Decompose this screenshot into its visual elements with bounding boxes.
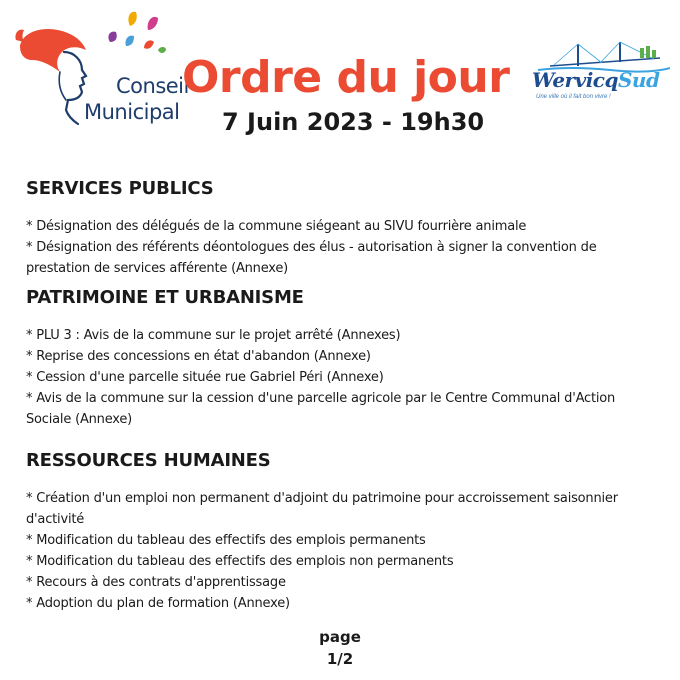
agenda-item: * Recours à des contrats d'apprentissage <box>26 575 286 590</box>
agenda-item: * Avis de la commune sur la cession d'une parcelle agricole par le Centre Communal d'Action Sociale (Annexe) <box>26 391 616 427</box>
logo-text-sud: Sud <box>617 68 660 92</box>
section-title: PATRIMOINE ET URBANISME <box>26 287 304 308</box>
agenda-item: * Désignation des référents déontologues des élus - autorisation à signer la convention de prestation de services afférente (Annexe) <box>26 240 597 276</box>
agenda-list <box>26 216 646 279</box>
agenda-item: * PLU 3 : Avis de la commune sur le projet arrêté (Annexes) <box>26 328 401 343</box>
agenda-item: * Modification du tableau des effectifs des emplois non permanents <box>26 554 454 569</box>
agenda-item: * Désignation des délégués de la commune siégeant au SIVU fourrière animale <box>26 219 527 234</box>
meeting-date: 7 Juin 2023 - 19h30 <box>222 108 485 136</box>
page-number: 1/2 <box>326 650 354 668</box>
conseil-municipal-logo <box>12 6 189 134</box>
logo-text-wervicq: Wervicq <box>532 68 618 92</box>
agenda-item: * Modification du tableau des effectifs des emplois permanents <box>26 533 426 548</box>
agenda-item: * Reprise des concessions en état d'abandon (Annexe) <box>26 349 371 364</box>
logo-text-wervicq-sud <box>532 68 659 92</box>
page-indicator <box>290 626 390 670</box>
agenda-item: * Adoption du plan de formation (Annexe) <box>26 596 290 611</box>
logo-text-conseil: Conseil <box>116 74 189 98</box>
wervicq-sud-logo <box>530 40 670 110</box>
section-patrimoine-urbanisme <box>26 285 646 430</box>
section-services-publics <box>26 176 646 279</box>
agenda-item: * Cession d'une parcelle située rue Gabriel Péri (Annexe) <box>26 370 384 385</box>
agenda-list <box>26 325 646 430</box>
section-title: RESSOURCES HUMAINES <box>26 450 271 471</box>
agenda-item: * Création d'un emploi non permanent d'adjoint du patrimoine pour accroissement saisonnier d'activité <box>26 491 618 527</box>
agenda-list <box>26 488 646 614</box>
page-label: page <box>319 628 361 646</box>
logo-tagline: Une ville où il fait bon vivre ! <box>536 94 611 100</box>
section-ressources-humaines <box>26 448 646 614</box>
section-title: SERVICES PUBLICS <box>26 178 214 199</box>
page-title: Ordre du jour <box>182 52 510 103</box>
logo-text-municipal: Municipal <box>84 100 180 124</box>
page-header <box>0 0 680 150</box>
agenda-content <box>26 176 646 614</box>
